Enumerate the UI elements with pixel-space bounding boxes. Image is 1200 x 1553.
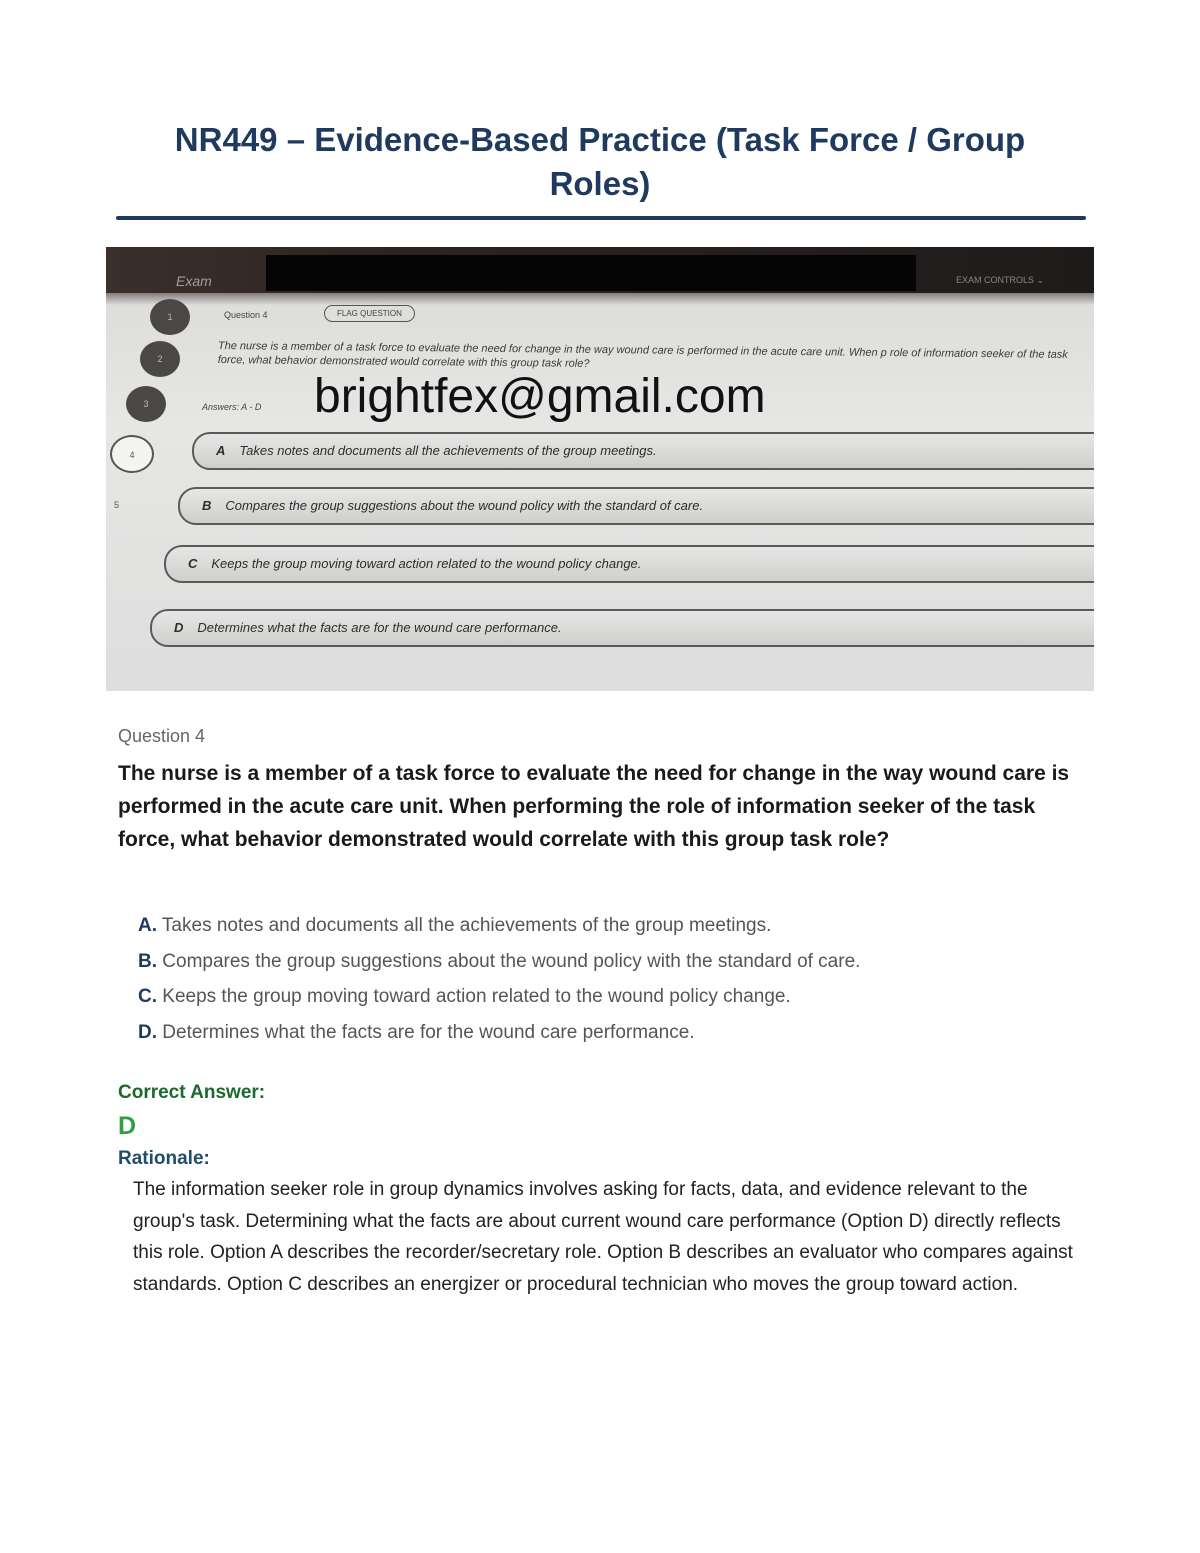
redaction-bar [266,255,916,291]
screenshot-answers-label: Answers: A - D [202,402,262,412]
question-nav-4: 4 [110,435,154,473]
screenshot-option-c: C Keeps the group moving toward action related to the wound policy change. [164,545,1094,583]
question-nav-2: 2 [140,341,180,377]
question-text: The nurse is a member of a task force to evaluate the need for change in the way wound care is performed in the acute care unit. When performing the role of information seeker of the task force, what behavior demonstrated would correlate with this group task role? [118,762,1070,851]
exam-brand: Exam [176,273,212,289]
exam-top-bar [106,247,1094,293]
question-nav-1: 1 [150,299,190,335]
question-label: Question 4 [118,726,206,746]
title-divider [116,216,1086,220]
question-nav-5: 5 [114,500,120,510]
option-d: D. Determines what the facts are for the wound care performance. [138,1021,695,1043]
screenshot-question-text: The nurse is a member of a task force to evaluate the need for change in the way wound care is performed in the acute care unit. When p role of information seeker of the task force, what behavior demonstrated would correlate with this group task role? [217,339,1068,370]
option-c: C. Keeps the group moving toward action related to the wound policy change. [138,986,791,1007]
rationale-text: The information seeker role in group dynamics involves asking for facts, data, and evidence relevant to the group's task. Determining what the facts are about current wound care performance (Option D) directly reflects this role. Option A describes the recorder/secretary role. Option B describes an evaluator who compares against standards. Option C describes an energizer or procedural technician who moves the group toward action. [133,1179,1073,1295]
correct-answer-value: D [118,1112,137,1140]
question-nav-3: 3 [126,386,166,422]
screenshot-option-d: D Determines what the facts are for the wound care performance. [150,609,1094,647]
option-b: B. Compares the group suggestions about the wound policy with the standard of care. [138,950,861,972]
screenshot-option-a: A Takes notes and documents all the achievements of the group meetings. [192,432,1094,470]
exam-screenshot-photo [106,247,1094,691]
flag-question-button: FLAG QUESTION [324,305,415,322]
page-title: NR449 – Evidence-Based Practice (Task Force / Group Roles) [174,121,1026,202]
exam-controls-menu: EXAM CONTROLS ⌄ [955,275,1044,285]
option-a: A. Takes notes and documents all the achievements of the group meetings. [138,915,772,936]
screenshot-question-header: Question 4 [224,310,268,320]
email-watermark: brightfex@gmail.com [314,370,766,423]
rationale-label: Rationale: [118,1148,210,1169]
correct-answer-label: Correct Answer: [118,1082,266,1103]
answer-options-list [138,908,860,1050]
screenshot-option-b: B Compares the group suggestions about the wound policy with the standard of care. [178,487,1094,525]
